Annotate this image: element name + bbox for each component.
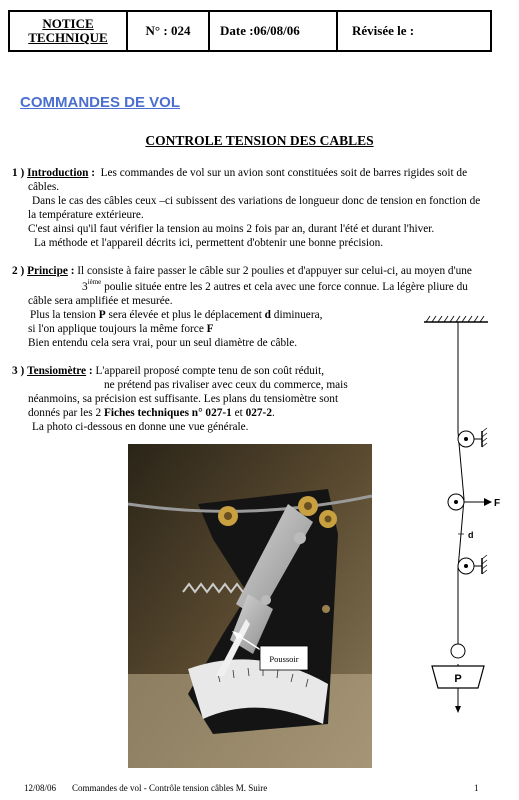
t4c: et [231,407,246,419]
intro-colon: : [88,167,95,179]
footer-text: Commandes de vol - Contrôle tension câbles M. Suire [72,783,268,793]
tensio-line4 [28,406,275,421]
principe-3: 3 [82,281,88,293]
principe-text1: Il consiste à faire passer le câble sur 2 poulies et d'appuyer sur celui-ci, au moyen d'une [77,265,472,277]
tensio-num: 3 ) [12,365,25,377]
principe-line2 [82,280,468,295]
intro-line1 [12,166,467,181]
notice-line2: TECHNIQUE [28,30,108,45]
intro-num: 1 ) [12,167,25,179]
t4e: . [271,407,275,419]
p4c: sera élevée et plus le déplacement [105,309,265,321]
t4d: 027-2 [245,407,272,419]
principe-colon: : [67,265,75,277]
principe-sup: ième [87,278,102,286]
principe-line4 [30,308,322,323]
principe-line1 [12,264,472,279]
p4a: Plus la tension [30,309,99,321]
intro-text1: Les commandes de vol sur un avion sont constituées soit de barres rigides soit de [100,167,468,179]
intro-line4: la température extérieure. [28,209,144,221]
callout-label: Poussoir [269,654,299,664]
doc-title [0,133,519,149]
tensio-text1: L'appareil proposé compte tenu de son coût réduit, [95,365,325,377]
section-title: COMMANDES DE VOL [20,94,181,111]
principe-num: 2 ) [12,265,25,277]
intro-heading: Introduction [27,167,89,179]
intro-line6: La méthode et l'appareil décrits ici, permettent d'obtenir une bonne précision. [34,237,384,249]
p4d: d [264,309,271,321]
notice-line1: NOTICE [42,16,94,31]
tensio-heading: Tensiomètre [27,365,87,377]
t4a: donnés par les 2 [28,407,104,419]
p4b: P [98,309,106,321]
principe-line6: Bien entendu cela sera vrai, pour un seul diamètre de câble. [28,337,298,349]
principe-text2: poulie située entre les 2 autres et cela avec une force connue. La légère pliure du [101,281,468,293]
notice-cell [10,12,128,50]
p5a: si l'on applique toujours la même force [28,323,207,335]
displacement-label: d [468,530,474,540]
force-label: F [494,498,501,509]
header-table [8,10,492,52]
tensio-line2: ne prétend pas rivaliser avec ceux du commerce, mais [104,379,348,391]
tensio-colon: : [86,365,93,377]
footer-page: 1 [474,783,479,793]
p5b: F [206,323,214,335]
principle-diagram [418,314,518,724]
intro-line3: Dans le cas des câbles ceux –ci subissent des variations de longueur donc de tension en fonction de [32,195,481,207]
doc-title-text: CONTROLE TENSION DES CABLES [145,133,374,148]
footer-date: 12/08/06 [24,783,57,793]
date-cell: Date :06/08/06 [210,12,338,50]
principe-heading: Principe [27,265,68,277]
principe-line5 [28,322,214,337]
number-cell: N° : 024 [128,12,210,50]
intro-line2: câbles. [28,181,60,193]
weight-label: P [454,673,462,685]
p4e: diminuera, [270,309,323,321]
t4b: Fiches techniques n° 027-1 [103,407,232,419]
tensio-line1 [12,364,324,379]
revised-cell: Révisée le : [352,23,415,38]
intro-line5: C'est ainsi qu'il faut vérifier la tension au moins 2 fois par an, durant l'été et durant l'hiver. [28,223,435,235]
tensio-line5: La photo ci-dessous en donne une vue générale. [32,421,249,433]
principe-line3: câble sera amplifiée et mesurée. [28,295,173,307]
tensiometer-photo [128,444,372,768]
tensio-line3: néanmoins, sa précision est suffisante. Les plans du tensiomètre sont [28,393,339,405]
